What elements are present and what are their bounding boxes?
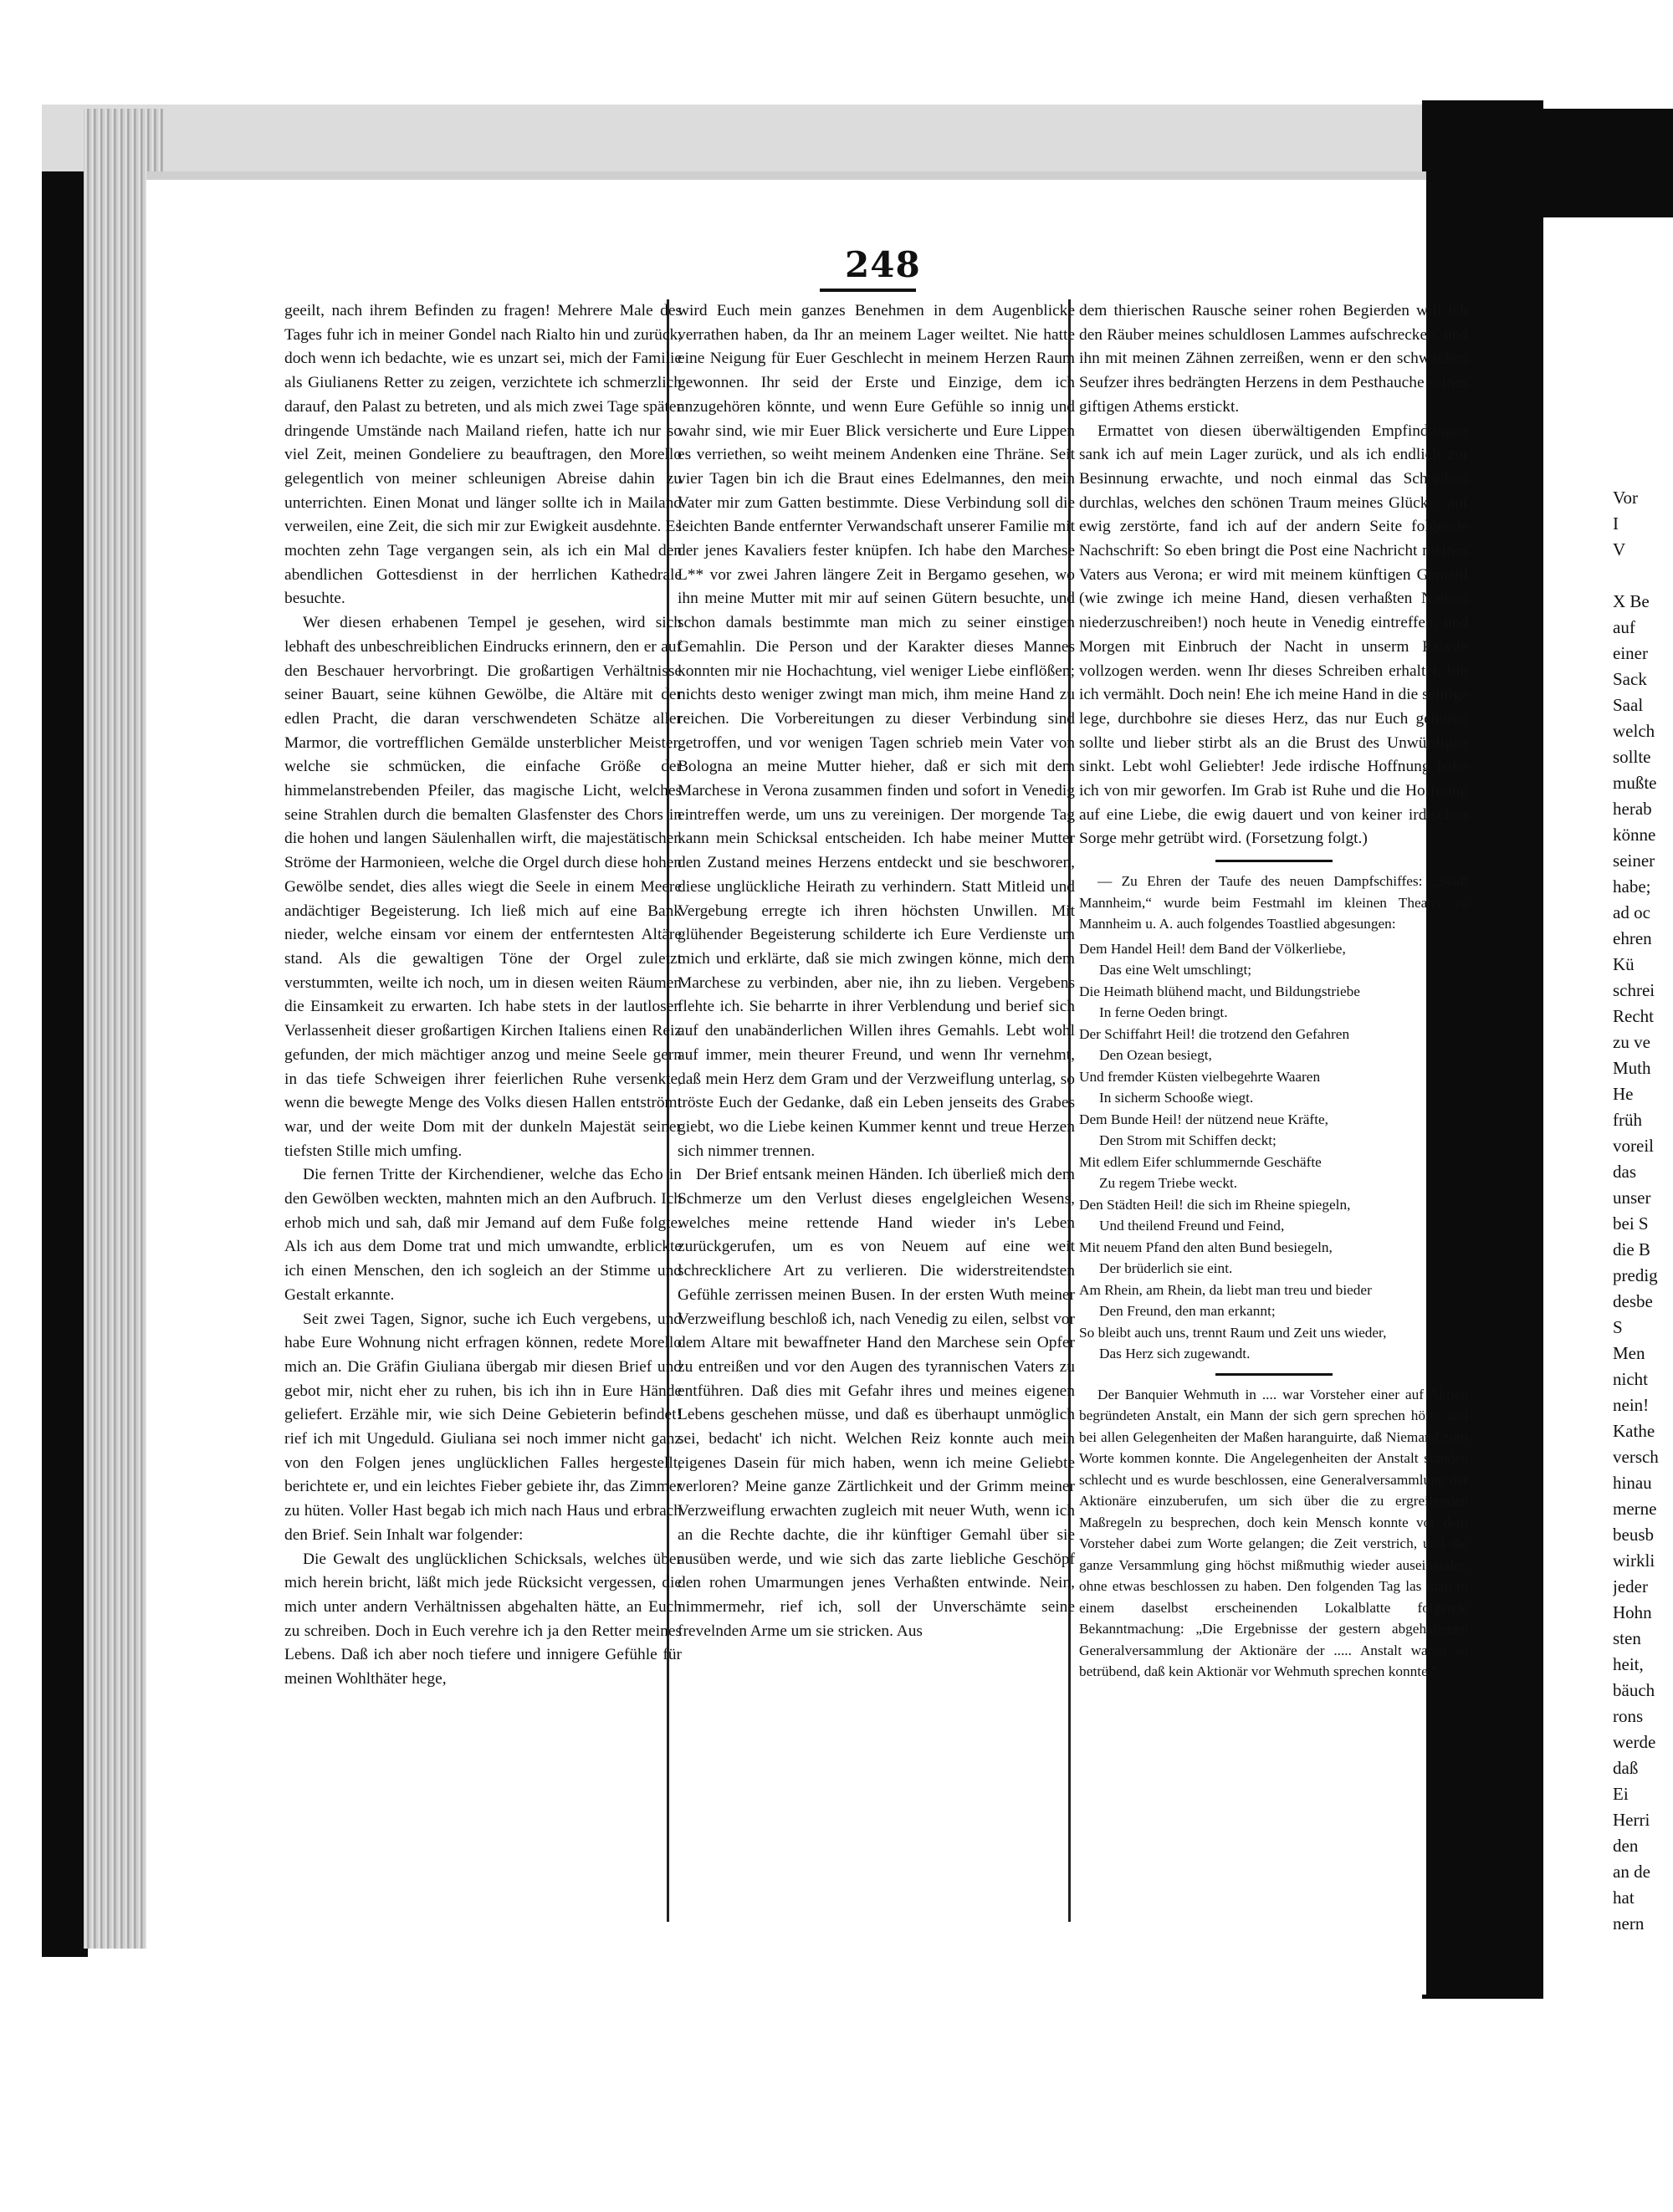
toast-poem	[1079, 938, 1468, 1365]
poem-line: Der brüderlich sie eint.	[1099, 1260, 1233, 1277]
scan-background-left	[42, 109, 88, 1957]
fragment-line: sollte	[1613, 747, 1651, 767]
poem-line: Den Ozean besiegt,	[1099, 1047, 1212, 1064]
poem-line: In sicherm Schooße wiegt.	[1099, 1090, 1254, 1106]
poem-line: Den Städten Heil! die sich im Rheine spiegeln,	[1079, 1196, 1351, 1213]
poem-line: Die Heimath blühend macht, und Bildungstriebe	[1079, 983, 1360, 999]
paragraph: Die fernen Tritte der Kirchendiener, welche das Echo in den Gewölben weckten, mahnten mich an den Aufbruch. Ich erhob mich und sah, daß mir Jemand auf dem Fuße folgte. Als ich aus dem Dome trat und mich umwandte, erblickte ich einen Menschen, den ich sogleich an der Stimme und Gestalt erkannte.	[284, 1166, 682, 1304]
fragment-line: S	[1613, 1317, 1623, 1337]
text-column-3	[1079, 299, 1468, 1683]
fragment-line: hinau	[1613, 1473, 1652, 1493]
fragment-line: ehren	[1613, 928, 1652, 948]
fragment-line: zu ve	[1613, 1032, 1650, 1052]
paragraph: Ermattet von diesen überwältigenden Empfindungen sank ich auf mein Lager zurück, und als ich endlich zur Besinnung erwachte, und noch einmal das Schreiben durchlas, welches den schönen Traum meines Glückes auf ewig zerstörte, fand ich auf der andern Seite folgende Nachschrift: So eben bringt die Post eine Nachricht meines Vaters aus Verona; er wird mit meinem künftigen Gemahl (wie zwinge ich meine Hand, diesen verhaßten Namen niederzuschreiben!) noch heute in Venedig eintreffen, und Morgen mit Einbruch der Nacht in unserm Palaste vollzogen werden. wenn Ihr dieses Schreiben erhaltet, bin ich vermählt. Doch nein! Ehe ich meine Hand in die seinige lege, durchbohre sie dieses Herz, das nur Euch gehören sollte und lieber stirbt als an die Brust des Unwürdigen sinkt. Lebt wohl Geliebter! Jede irdische Hoffnung habe ich von mir geworfen. Im Grab ist Ruhe und die Hoffnung auf eine Liebe, die ewig dauert und von keiner irdischen Sorge mehr getrübt wird. (Forsetzung folgt.)	[1079, 421, 1468, 848]
fragment-line: versch	[1613, 1447, 1659, 1467]
paragraph: dem thierischen Rausche seiner rohen Begierden will ich den Räuber meines schuldlosen Lammes aufschrecken, und ihn mit meinen Zähnen zerreißen, wenn er den schwachen Seufzer ihres bedrängten Herzens in dem Pesthauche seines giftigen Athems erstickt.	[1079, 302, 1468, 416]
fragment-line: auf	[1613, 617, 1635, 637]
fragment-line: die B	[1613, 1239, 1650, 1259]
fragment-line: predig	[1613, 1265, 1658, 1285]
fragment-line: Kathe	[1613, 1421, 1655, 1441]
paragraph: geeilt, nach ihrem Befinden zu fragen! Mehrere Male des Tages fuhr ich in meiner Gondel nach Rialto hin und zurück, doch wenn ich bedachte, wie es unzart sei, mich der Familie als Giulianens Retter zu zeigen, verzichtete ich schmerzlich darauf, den Palast zu betreten, und als mich zwei Tage später dringende Umstände nach Mailand riefen, hatte ich nur so viel Zeit, meinen Gondeliere zu beauftragen, den Morello gelegentlich von meiner schleunigen Abreise dahin zu unterrichten. Einen Monat und länger sollte ich in Mailand verweilen, eine Zeit, die sich mir zur Ewigkeit ausdehnte. Es mochten zehn Tage vergangen sein, als ich ein Mal den abendlichen Gottesdienst in der herrlichen Kathedrale besuchte.	[284, 302, 682, 608]
scan-background-top-right	[1447, 109, 1673, 217]
fragment-line: früh	[1613, 1110, 1642, 1130]
fragment-line: werde	[1613, 1732, 1656, 1752]
paragraph: wird Euch mein ganzes Benehmen in dem Augenblicke verrathen haben, da Ihr an meinem Lager weiltet. Nie hatte eine Neigung für Euer Geschlecht in meinem Herzen Raum gewonnen. Ihr seid der Erste und Einzige, dem ich anzugehören könnte, und wenn Eure Gefühle so innig und wahr sind, wie mir Euer Blick versicherte und Eure Lippen es verriethen, so weiht meinem Andenken eine Thräne. Seit vier Tagen bin ich die Braut eines Edelmannes, den mein Vater mir zum Gatten bestimmte. Diese Verbindung soll die leichten Bande entfernter Verwandschaft unserer Familie mit der jenes Kavaliers fester knüpfen. Ich habe den Marchese L** vor zwei Jahren längere Zeit in Bergamo gesehen, wo ihn meine Mutter mit mir auf seinen Gütern besuchte, und schon damals bestimmte man mich zu seiner einstigen Gemahlin. Die Person und der Karakter dieses Mannes konnten mir nie Hochachtung, viel weniger Liebe einflößen; nichts desto weniger zwingt man mich, ihm meine Hand zu reichen. Die Vorbereitungen zu dieser Verbindung sind getroffen, und vor wenigen Tagen schrieb mein Vater von Bologna an meine Mutter hieher, daß er sich mit dem Marchese in Verona zusammen finden und sofort in Venedig eintreffen werde, um uns zu vereinigen. Der morgende Tag kann mein Schicksal entscheiden. Ich habe meiner Mutter den Zustand meines Herzens entdeckt und sie beschworen, diese unglückliche Heirath zu verhindern. Statt Mitleid und Vergebung erregte ich ihren höchsten Unwillen. Mit glühender Begeisterung schilderte ich Eure Verdienste um mich und erklärte, daß sie mich zwingen könne, mich dem Marchese zu verbinden, aber nie, ihn zu lieben. Vergebens flehte ich. Sie beharrte in ihrer Verblendung und berief sich auf den unabänderlichen Willen ihres Gemahls. Lebt wohl auf immer, mein theurer Freund, und wenn Ihr vernehmt, daß mein Herz dem Gram und der Verzweiflung unterlag, so tröste Euch der Gedanke, daß ein Leben jenseits des Grabes giebt, wo die Liebe keinen Kummer kennt und treue Herzen sich nimmer trennen.	[678, 302, 1075, 1160]
fragment-line: Saal	[1613, 695, 1644, 715]
paragraph: Seit zwei Tagen, Signor, suche ich Euch vergebens, und habe Eure Wohnung nicht erfragen können, redete Morello mich an. Die Gräfin Giuliana übergab mir diesen Brief und gebot mir, nicht eher zu ruhen, bis ich ihn in Eure Hände geliefert. Erzähle mir, wie sich Deine Gebieterin befindet! rief ich mit Ungeduld. Giuliana sei noch immer nicht ganz von den Folgen jenes unglücklichen Falles hergestellt, berichtete er, und ein leichtes Fieber gebiete ihr, das Zimmer zu hüten. Voller Hast begab ich mich nach Haus und erbrach den Brief. Sein Inhalt war folgender:	[284, 1310, 682, 1544]
poem-line: Dem Bunde Heil! der nützend neue Kräfte,	[1079, 1111, 1328, 1127]
fragment-line: unser	[1613, 1188, 1651, 1208]
fragment-line: I	[1613, 513, 1619, 534]
fragment-line: Hohn	[1613, 1602, 1652, 1622]
fragment-line: heit,	[1613, 1654, 1644, 1674]
poem-line: Den Strom mit Schiffen deckt;	[1099, 1132, 1276, 1149]
poem-line: Dem Handel Heil! dem Band der Völkerliebe,	[1079, 940, 1346, 957]
fragment-line: seiner	[1613, 851, 1655, 871]
header-rule	[820, 289, 916, 292]
fragment-line: daß	[1613, 1758, 1639, 1778]
fragment-line: nicht	[1613, 1369, 1648, 1389]
fragment-line: bäuch	[1613, 1680, 1655, 1700]
fragment-line: nern	[1613, 1913, 1645, 1934]
fragment-line: Kü	[1613, 954, 1635, 974]
poem-line: Der Schiffahrt Heil! die trotzend den Gefahren	[1079, 1025, 1350, 1042]
news-item-anecdote: Der Banquier Wehmuth in .... war Vorsteher einer auf Aktien begründeten Anstalt, ein Mann der sich gern sprechen hörte und bei allen Gelegenheiten der Maßen haranguirte, daß Niemand zum Worte kommen konnte. Die Angelegenheiten der Anstalt standen schlecht und es wurde beschlossen, eine Generalversammlung der Aktionäre einzuberufen, um sich über die zu ergreifenden Maßregeln zu besprechen, doch kein Mensch konnte vor dem Vorsteher dabei zum Worte gelangen; die Zeit verstrich, und die ganze Versammlung ging höchst mißmuthig wieder auseinander, ohne etwas beschlossen zu haben. Den folgenden Tag las man in einem daselbst erscheinenden Lokalblatte folgende Bekanntmachung: „Die Ergebnisse der gestern abgehaltenen Generalversammlung der Aktionäre der ..... Anstalt waren so betrübend, daß kein Aktionär vor Wehmuth sprechen konnte.“	[1079, 1386, 1468, 1680]
fragment-line: habe;	[1613, 876, 1651, 897]
fragment-line	[1613, 563, 1673, 589]
fragment-line: rons	[1613, 1706, 1644, 1726]
fragment-line: Ei	[1613, 1784, 1629, 1804]
section-separator	[1215, 1373, 1333, 1376]
fragment-line: Sack	[1613, 669, 1647, 689]
poem-line: Mit edlem Eifer schlummernde Geschäfte	[1079, 1153, 1322, 1170]
fragment-line: merne	[1613, 1499, 1657, 1519]
fragment-line: hat	[1613, 1888, 1635, 1908]
section-separator	[1215, 860, 1333, 862]
fragment-line: bei S	[1613, 1213, 1649, 1234]
fragment-line: könne	[1613, 825, 1656, 845]
poem-line: Den Freund, den man erkannt;	[1099, 1303, 1276, 1320]
text-column-1	[284, 299, 682, 1692]
news-item-intro: — Zu Ehren der Taufe des neuen Dampfschiffes: „Stadt Mannheim,“ wurde beim Festmahl im kleinen Theater zu Mannheim u. A. auch folgendes Toastlied abgesungen:	[1079, 873, 1468, 932]
fragment-line: einer	[1613, 643, 1648, 663]
paragraph: Der Brief entsank meinen Händen. Ich überließ mich dem Schmerze um den Verlust dieses engelgleichen Wesens, welches meine rettende Hand wieder in's Leben zurückgerufen, um es von Neuem auf eine weit schrecklichere Art zu verlieren. Die widerstreitendsten Gefühle zerrissen meinen Busen. In der ersten Wuth meiner Verzweiflung beschloß ich, nach Venedig zu eilen, selbst vor dem Altare mit bewaffneter Hand den Marchese sein Opfer zu entreißen und vor den Augen des tyrannischen Vaters zu entführen. Daß dies mit Gefahr ihres und meines eigenen Lebens geschehen müsse, und daß es überhaupt unmöglich sei, bedacht' ich nicht. Welchen Reiz konnte auch mein eigenes Dasein für mich haben, wenn ich meine Geliebte verloren? Meine ganze Zärtlichkeit und der Grimm meiner Verzweiflung erwachten zugleich mit neuer Wuth, wenn ich an die Rechte dachte, die ihr künftiger Gemahl über sie ausüben werde, und wie sich das zarte liebliche Geschöpf den rohen Umarmungen jenes Verhaßten entwinde. Nein, nimmermehr, rief ich, soll der Unverschämte seine frevelnden Arme um sie stricken. Aus	[678, 1166, 1075, 1640]
fragment-line: wirkli	[1613, 1550, 1655, 1571]
poem-line: Und fremder Küsten vielbegehrte Waaren	[1079, 1068, 1321, 1085]
fragment-line: Herri	[1613, 1810, 1650, 1830]
fragment-line: schrei	[1613, 980, 1655, 1000]
fragment-line: an de	[1613, 1862, 1650, 1882]
fragment-line: herab	[1613, 799, 1652, 819]
poem-line: Zu regem Triebe weckt.	[1099, 1175, 1238, 1192]
fragment-line: He	[1613, 1084, 1634, 1104]
fragment-line: den	[1613, 1836, 1639, 1856]
fragment-line: Recht	[1613, 1006, 1654, 1026]
poem-line: In ferne Oeden bringt.	[1099, 1004, 1228, 1021]
page-number: 248	[845, 244, 921, 285]
fragment-line: mußte	[1613, 773, 1657, 793]
poem-line: Am Rhein, am Rhein, da liebt man treu und bieder	[1079, 1281, 1372, 1298]
fragment-line: jeder	[1613, 1576, 1648, 1596]
scan-background-top	[42, 105, 1422, 171]
text-column-2	[678, 299, 1075, 1643]
fragment-line: desbe	[1613, 1291, 1653, 1311]
fragment-line: beusb	[1613, 1525, 1654, 1545]
fragment-line: voreil	[1613, 1136, 1654, 1156]
fragment-line: Vor	[1613, 488, 1638, 508]
fragment-line: X Be	[1613, 591, 1650, 611]
fragment-line: nein!	[1613, 1395, 1650, 1415]
poem-line: Und theilend Freund und Feind,	[1099, 1218, 1285, 1234]
paragraph: Wer diesen erhabenen Tempel je gesehen, wird sich lebhaft des unbeschreiblichen Eindrucks erinnern, den er auf den Beschauer hervorbringt. Die großartigen Verhältnisse seiner Bauart, seine kühnen Gewölbe, die Altäre mit der edlen Pracht, die daran verschwendeten Schätze aller Marmor, die vortrefflichen Gemälde unsterblicher Meister, welche sie schmücken, die einfache Größe der himmelanstrebenden Pfeiler, das magische Licht, welches seine Strahlen durch die bemalten Glasfenster des Chors in die hohen und langen Säulenhallen wirft, die majestätischen Ströme der Harmonieen, welche die Orgel durch diese hohen Gewölbe sendet, dies alles wiegt die Seele in einem Meere andächtiger Begeisterung. Ich ließ mich auf eine Bank nieder, welche einsam vor einem der entferntesten Altäre stand. Als die gewaltigen Töne der Orgel zuletzt verstummten, weilte ich noch, um in diesen weiten Räumen die Einsamkeit zu erwarten. Ich habe stets in der lautlosen Verlassenheit dieser großartigen Kirchen Italiens einen Reiz gefunden, der mich mächtiger anzog und meine Seele gern in das tiefe Schweigen ihrer feierlichen Ruhe versenkte, wenn die bewegte Menge des Volks diesen Hallen entströmt war, und der weite Dom mit der dunkeln Majestät seiner tiefsten Stille mich umfing.	[284, 614, 682, 1160]
paragraph: Die Gewalt des unglücklichen Schicksals, welches über mich herein bricht, läßt mich jede Rücksicht vergessen, die mich unter andern Verhältnissen abgehalten hätte, an Euch zu schreiben. Doch in Euch verehre ich ja den Retter meines Lebens. Daß ich aber noch tiefere und innigere Gefühle für meinen Wohlthäter hege,	[284, 1550, 682, 1688]
fragment-line: sten	[1613, 1628, 1641, 1648]
fragment-line: ad oc	[1613, 902, 1650, 922]
fragment-line: V	[1613, 539, 1626, 559]
fragment-line: Men	[1613, 1343, 1645, 1363]
poem-line: So bleibt auch uns, trennt Raum und Zeit uns wieder,	[1079, 1324, 1387, 1341]
poem-line: Das Herz sich zugewandt.	[1099, 1346, 1251, 1362]
adjacent-page-fragment	[1613, 485, 1673, 1937]
fragment-line: welch	[1613, 721, 1655, 741]
poem-line: Mit neuem Pfand den alten Bund besiegeln,	[1079, 1239, 1333, 1255]
fragment-line: Muth	[1613, 1058, 1651, 1078]
poem-line: Das eine Welt umschlingt;	[1099, 962, 1252, 978]
fragment-line: das	[1613, 1162, 1636, 1182]
